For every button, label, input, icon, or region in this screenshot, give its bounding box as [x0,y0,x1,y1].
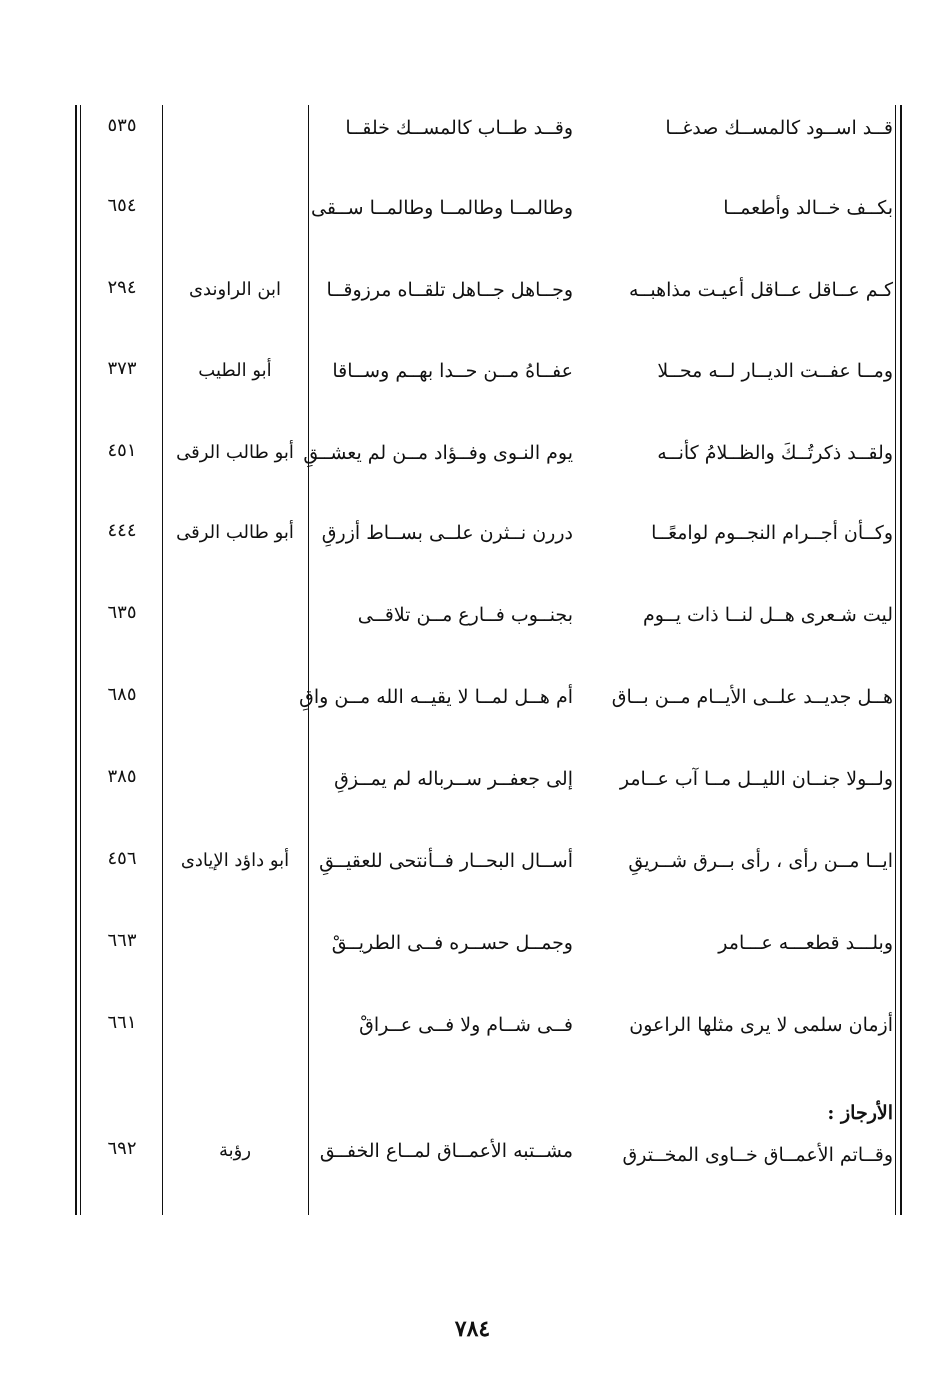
page-reference: ٦٨٥ [107,684,137,705]
section-title-rajaz: الأرجاز : [827,1102,893,1124]
verse-row [0,766,945,806]
second-hemistich: أســال البحــار فــأنتحى للعقيــقِ [319,850,573,872]
first-hemistich: ولقــد ذكرتُــكَ والظــلامُ كأنــه [657,442,893,464]
poet-name: أبو الطيب [198,360,272,381]
page-reference: ٣٧٣ [107,358,137,379]
second-hemistich: وقــد طــاب كالمســك خلقــا [345,117,573,139]
page-number: ٧٨٤ [454,1316,491,1342]
first-hemistich: وكــأن أجــرام النجــوم لوامعًــا [651,522,893,544]
verse-row [0,602,945,642]
page-reference: ٦٦٣ [107,930,137,951]
first-hemistich: وبلـــد قطعـــه عـــامر [718,932,893,954]
first-hemistich: قــد اســود كالمســك صدغــا [665,117,893,139]
page-reference: ٣٨٥ [107,766,137,787]
rajaz-row [0,1138,945,1178]
verse-row [0,1012,945,1052]
first-hemistich: ولــولا جنــان الليــل مــا آب عــامر [619,768,893,790]
page-reference: ٦٦١ [107,1012,137,1033]
second-hemistich: وجمــل حســره فــى الطريــقْ [331,932,573,954]
verse-row [0,358,945,398]
page-reference: ٦٣٥ [107,602,137,623]
poet-name: أبو طالب الرقى [176,442,294,463]
verse-row [0,684,945,724]
poet-name: أبو طالب الرقى [176,522,294,543]
second-hemistich: بجنــوب فــارع مــن تلاقــى [357,604,573,626]
verse-row [0,277,945,317]
verse-row [0,115,945,155]
first-hemistich: أزمان سلمى لا يرى مثلها الراعون [629,1014,893,1036]
first-hemistich: وقــاتم الأعمــاق خــاوى المخــترق [622,1144,893,1166]
second-hemistich: دررن نــثرن علــى بســاط أزرقِ [321,522,573,544]
verse-row [0,848,945,888]
verse-row [0,930,945,970]
first-hemistich: ليت شـعرى هــل لنــا ذات يــوم [643,604,893,626]
poet-name: أبو داؤد الإيادى [180,850,290,871]
page-reference: ٤٤٤ [107,520,137,541]
second-hemistich: إلى جعفــر ســرباله لم يمــزقِ [334,768,573,790]
first-hemistich: كـم عــاقل عــاقل أعيـت مذاهبــه [629,279,893,301]
page-reference: ٢٩٤ [107,277,137,298]
first-hemistich: ومــا عفــت الديــار لــه محــلا [657,360,893,382]
second-hemistich: عفــاهُ مــن حــدا بهــم وســاقا [332,360,573,382]
page-reference: ٦٥٤ [107,195,137,216]
verse-row [0,520,945,560]
first-hemistich: بكــف خــالد وأطعمــا [723,197,893,219]
second-hemistich: أم هــل لمــا لا يقيــه الله مــن واقِ [299,686,573,708]
second-hemistich: مشــتبه الأعمــاق لمــاع الخفــق [319,1140,573,1162]
poet-name: رؤبة [218,1140,252,1161]
verse-row [0,440,945,480]
second-hemistich: وطالمــا وطالمــا وطالمــا ســقى [311,197,573,219]
second-hemistich: وجــاهل جــاهل تلقــاه مرزوقــا [326,279,573,301]
second-hemistich: فــى شــام ولا فــى عــراقْ [359,1014,573,1036]
first-hemistich: هــل جديــد علــى الأيــام مــن بــاق [611,686,893,708]
second-hemistich: يوم النـوى وفــؤاد مــن لم يعشــقِ [303,442,573,464]
first-hemistich: ايــا مــن رأى ، رأى بــرق شــريقِ [628,850,893,872]
page-reference: ٤٥٦ [107,848,137,869]
verse-row [0,195,945,235]
page-reference: ٥٣٥ [107,115,137,136]
page-reference: ٦٩٢ [107,1138,137,1159]
page-reference: ٤٥١ [107,440,137,461]
poet-name: ابن الراوندى [188,279,282,300]
